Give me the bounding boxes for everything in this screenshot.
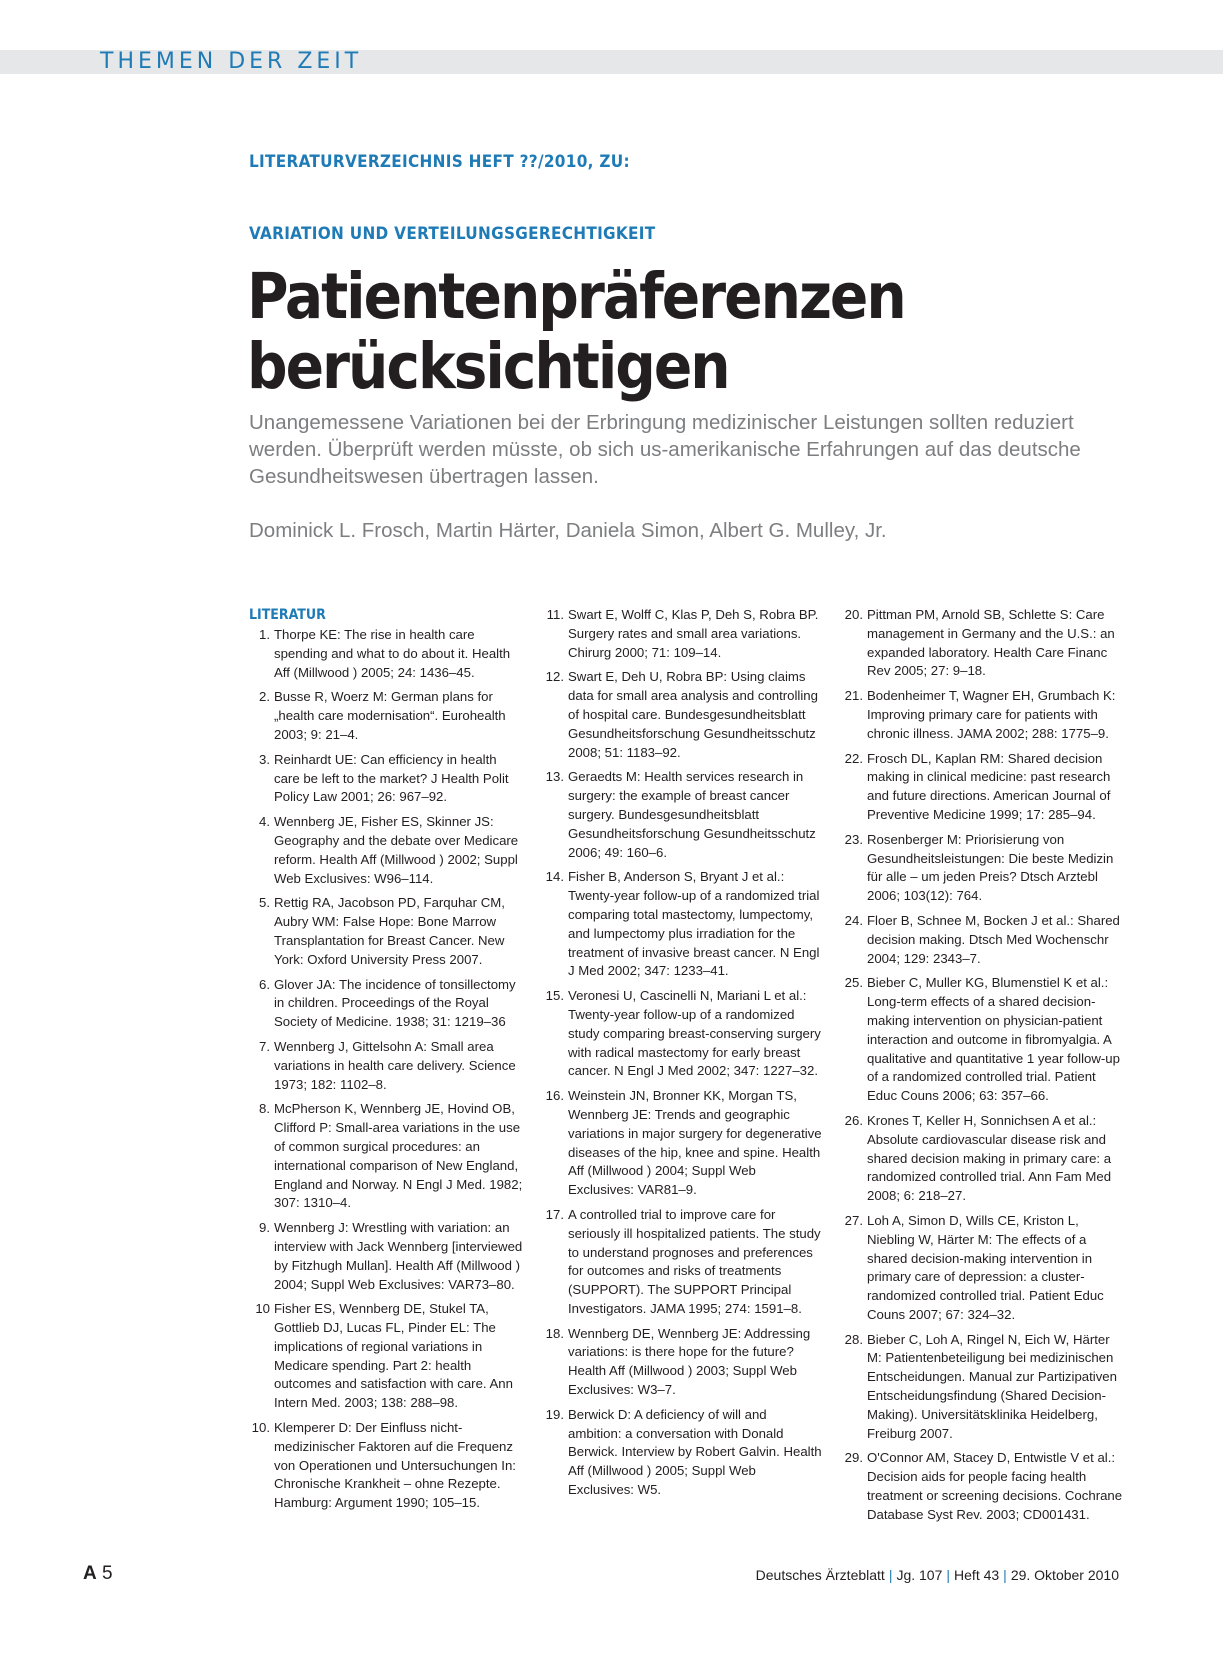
reference-text: Klemperer D: Der Einfluss nicht-medizinischer Faktoren auf die Frequenz von Operationen und Untersuchungen In: Chronische Krankheit – ohne Rezepte. Hamburg: Argument 1990; 105–15.: [274, 1420, 516, 1511]
reference-text: Wennberg J: Wrestling with variation: an interview with Jack Wennberg [interviewed by Fitzhugh Mullan]. Health Aff (Millwood ) 2004; Suppl Web Exclusives: VAR73–80.: [274, 1220, 523, 1292]
article-authors: Dominick L. Frosch, Martin Härter, Daniela Simon, Albert G. Mulley, Jr.: [249, 519, 887, 542]
reference-item: [545, 668, 823, 762]
reference-item: [545, 987, 823, 1081]
reference-text: Weinstein JN, Bronner KK, Morgan TS, Wennberg JE: Trends and geographic variations in major surgery for degenerative diseases of the hip, knee and spine. Health Aff (Millwood ) 2004; Suppl Web Exclusives: VAR81–9.: [568, 1088, 822, 1198]
reference-text: Busse R, Woerz M: German plans for „health care modernisation“. Eurohealth 2003; 9: 21–4.: [274, 689, 506, 742]
reference-number: 25.: [844, 975, 863, 991]
reference-text: Fisher ES, Wennberg DE, Stukel TA, Gottlieb DJ, Lucas FL, Pinder EL: The implications of regional variations in Medicare spending. Part 2: health outcomes and satisfaction with care. Ann Intern Med. 2003; 138: 288–98.: [274, 1301, 513, 1411]
reference-item: [844, 831, 1126, 906]
reference-number: 18.: [545, 1325, 564, 1341]
article-title: [247, 262, 905, 402]
reference-item: [545, 1087, 823, 1200]
reference-item: [249, 1419, 524, 1513]
reference-text: Rosenberger M: Priorisierung von Gesundheitsleistungen: Die beste Medizin für alle – um jeden Preis? Dtsch Arztebl 2006; 103(12): 764.: [867, 831, 1114, 904]
reference-number: 23.: [844, 831, 863, 847]
reference-text: Geraedts M: Health services research in surgery: the example of breast cancer surgery. Bundesgesundheitsblatt Gesundheitsforschung Gesundheitsschutz 2006; 49: 160–6.: [568, 769, 816, 860]
references-column-3: [844, 606, 1126, 1531]
reference-text: Swart E, Deh U, Robra BP: Using claims data for small area analysis and controlling of hospital care. Bundesgesundheitsblatt Gesundheitsforschung Gesundheitsschutz 2008; 51: 1183–92.: [568, 669, 818, 760]
reference-item: [844, 1331, 1126, 1444]
reference-item: [249, 813, 524, 888]
reference-number: 16.: [545, 1088, 564, 1104]
reference-number: 4.: [259, 814, 270, 830]
page-number-value: 5: [102, 1563, 113, 1584]
reference-number: 2.: [259, 689, 270, 705]
reference-item: [844, 750, 1126, 825]
kicker-topic: VARIATION UND VERTEILUNGSGERECHTIGKEIT: [249, 224, 656, 244]
reference-item: [545, 1406, 823, 1500]
references-column-1: [249, 606, 524, 1519]
reference-number: 8.: [259, 1101, 270, 1117]
reference-number: 20.: [844, 607, 863, 622]
reference-text: Pittman PM, Arnold SB, Schlette S: Care management in Germany and the U.S.: an expanded laboratory. Health Care Financ Rev 2005; 27: 9–18.: [867, 607, 1115, 679]
reference-text: Krones T, Keller H, Sonnichsen A et al.: Absolute cardiovascular disease risk and shared decision making in primary care: a randomized controlled trial. Ann Fam Med 2008; 6: 218–27.: [867, 1112, 1112, 1204]
reference-item: [249, 1219, 524, 1294]
reference-text: Fisher B, Anderson S, Bryant J et al.: Twenty-year follow-up of a randomized trial comparing total mastectomy, lumpectomy, and lumpectomy plus irradiation for the treatment of invasive breast cancer. N Engl J Med 2002; 347: 1233–41.: [568, 869, 820, 979]
reference-text: Floer B, Schnee M, Bocken J et al.: Shared decision making. Dtsch Med Wochenschr 2004; 129: 2343–7.: [867, 912, 1120, 966]
reference-item: [844, 974, 1126, 1106]
reference-number: 19.: [545, 1406, 564, 1422]
reference-text: Wennberg JE, Fisher ES, Skinner JS: Geography and the debate over Medicare reform. Health Aff (Millwood ) 2002; Suppl Web Exclusives: W96–114.: [274, 814, 519, 886]
journal-name: Deutsches Ärzteblatt: [755, 1567, 885, 1583]
journal-issue: Heft 43: [954, 1567, 1000, 1583]
reference-item: [545, 606, 823, 662]
footer-separator: |: [888, 1567, 893, 1583]
reference-text: Loh A, Simon D, Wills CE, Kriston L, Niebling W, Härter M: The effects of a shared decision-making intervention in primary care of depression: a cluster-randomized controlled trial. Patient Educ Couns 2007; 67: 324–32.: [867, 1212, 1104, 1322]
reference-number: 9.: [259, 1220, 270, 1236]
reference-item: [249, 1038, 524, 1094]
reference-number: 29.: [844, 1450, 863, 1466]
reference-number: 26.: [844, 1112, 863, 1128]
reference-item: [844, 687, 1126, 743]
reference-number: 14.: [545, 869, 564, 885]
title-line-1: Patientenpräferenzen: [247, 260, 905, 333]
reference-number: 11.: [546, 607, 564, 622]
reference-text: Reinhardt UE: Can efficiency in health care be left to the market? J Health Polit Policy Law 2001; 26: 967–92.: [274, 751, 509, 805]
reference-item: [545, 1206, 823, 1319]
journal-date: 29. Oktober 2010: [1010, 1567, 1119, 1583]
reference-number: 28.: [844, 1331, 863, 1347]
reference-text: Bieber C, Loh A, Ringel N, Eich W, Härter M: Patientenbeteiligung bei medizinischen Entscheidungen. Manual zur Partizipativen Entscheidungsfindung (Shared Decision-Making). Universitätsklinika Heidelberg, Freiburg 2007.: [867, 1331, 1117, 1441]
references-column-2: [545, 606, 823, 1506]
reference-number: 17.: [545, 1206, 564, 1222]
journal-volume: Jg. 107: [896, 1567, 943, 1583]
reference-text: A controlled trial to improve care for seriously ill hospitalized patients. The study to understand prognoses and preferences for outcomes and risks of treatments (SUPPORT). The SUPPORT Principal Investigators. JAMA 1995; 274: 1591–8.: [568, 1206, 821, 1316]
reference-number: 1.: [259, 627, 270, 642]
reference-item: [249, 626, 524, 682]
reference-item: [249, 1300, 524, 1413]
reference-number: 15.: [545, 988, 564, 1004]
reference-item: [844, 606, 1126, 681]
article-intro: Unangemessene Variationen bei der Erbringung medizinischer Leistungen sollten reduziert werden. Überprüft werden müsste, ob sich us-amerikanische Erfahrungen auf das deutsche Gesundheitswesen übertragen lassen.: [249, 411, 1081, 488]
reference-text: Thorpe KE: The rise in health care spending and what to do about it. Health Aff (Millwood ) 2005; 24: 1436–45.: [274, 627, 511, 680]
reference-number: 27.: [844, 1212, 863, 1228]
reference-number: 5.: [259, 895, 270, 911]
reference-item: [249, 976, 524, 1032]
reference-item: [249, 1100, 524, 1213]
reference-text: Wennberg DE, Wennberg JE: Addressing variations: is there hope for the future? Health Aff (Millwood ) 2003; Suppl Web Exclusives: W3–7.: [568, 1325, 811, 1398]
reference-number: 10.: [251, 1420, 270, 1436]
reference-text: Swart E, Wolff C, Klas P, Deh S, Robra BP. Surgery rates and small area variations. Chirurg 2000; 71: 109–14.: [568, 607, 819, 660]
reference-list-1: [249, 626, 524, 1513]
reference-text: Berwick D: A deficiency of will and ambition: a conversation with Donald Berwick. Interview by Robert Galvin. Health Aff (Millwood ) 2005; Suppl Web Exclusives: W5.: [568, 1406, 822, 1498]
reference-number: 7.: [259, 1038, 270, 1054]
footer-separator: |: [946, 1567, 951, 1583]
reference-number: 13.: [545, 769, 564, 785]
reference-item: [545, 868, 823, 981]
kicker-literature-reference: LITERATURVERZEICHNIS HEFT ??/2010, ZU:: [249, 152, 630, 172]
reference-number: 12.: [545, 669, 564, 685]
reference-text: Glover JA: The incidence of tonsillectomy in children. Proceedings of the Royal Society of Medicine. 1938; 31: 1219–36: [274, 976, 516, 1030]
reference-text: McPherson K, Wennberg JE, Hovind OB, Clifford P: Small-area variations in the use of common surgical procedures: an international comparison of New England, England and Norway. N Engl J Med. 1982; 307: 1310–4.: [274, 1101, 523, 1211]
reference-text: O'Connor AM, Stacey D, Entwistle V et al.: Decision aids for people facing health treatment or screening decisions. Cochrane Database Syst Rev. 2003; CD001431.: [867, 1450, 1123, 1522]
reference-item: [545, 768, 823, 862]
section-label: THEMEN DER ZEIT: [100, 49, 363, 74]
page-number: [83, 1563, 113, 1585]
footer-separator: |: [1003, 1567, 1007, 1583]
reference-item: [844, 912, 1126, 968]
reference-item: [249, 688, 524, 744]
reference-text: Frosch DL, Kaplan RM: Shared decision making in clinical medicine: past research and future directions. American Journal of Preventive Medicine 1999; 17: 285–94.: [867, 750, 1111, 822]
reference-item: [545, 1325, 823, 1400]
reference-item: [844, 1212, 1126, 1325]
title-line-2: berücksichtigen: [247, 330, 729, 403]
literature-heading: LITERATUR: [249, 607, 326, 623]
reference-number: 10: [255, 1301, 270, 1317]
reference-text: Bieber C, Muller KG, Blumenstiel K et al.: Long-term effects of a shared decision-making intervention on physician-patient interaction and outcome in fibromyalgia. A qualitative and quantitative 1 year follow-up of a randomized controlled trial. Patient Educ Couns 2006; 63: 357–66.: [867, 975, 1120, 1104]
journal-footer: [756, 1567, 1119, 1583]
reference-number: 22.: [844, 750, 863, 766]
reference-text: Veronesi U, Cascinelli N, Mariani L et al.: Twenty-year follow-up of a randomized study comparing breast-conserving surgery with radical mastectomy for early breast cancer. N Engl J Med 2002; 347: 1227–32.: [568, 988, 821, 1079]
reference-item: [844, 1112, 1126, 1206]
reference-list-3: [844, 606, 1126, 1525]
reference-number: 6.: [259, 976, 270, 992]
reference-number: 24.: [844, 912, 863, 928]
reference-item: [249, 751, 524, 807]
page-letter: A: [83, 1563, 97, 1584]
reference-number: 21.: [844, 688, 863, 704]
reference-list-2: [545, 606, 823, 1500]
reference-item: [844, 1449, 1126, 1524]
reference-text: Bodenheimer T, Wagner EH, Grumbach K: Improving primary care for patients with chronic illness. JAMA 2002; 288: 1775–9.: [867, 688, 1116, 741]
reference-number: 3.: [259, 751, 270, 767]
reference-text: Wennberg J, Gittelsohn A: Small area variations in health care delivery. Science 1973; 182: 1102–8.: [274, 1038, 516, 1092]
reference-text: Rettig RA, Jacobson PD, Farquhar CM, Aubry WM: False Hope: Bone Marrow Transplantation for Breast Cancer. New York: Oxford University Press 2007.: [274, 895, 505, 967]
reference-item: [249, 894, 524, 969]
